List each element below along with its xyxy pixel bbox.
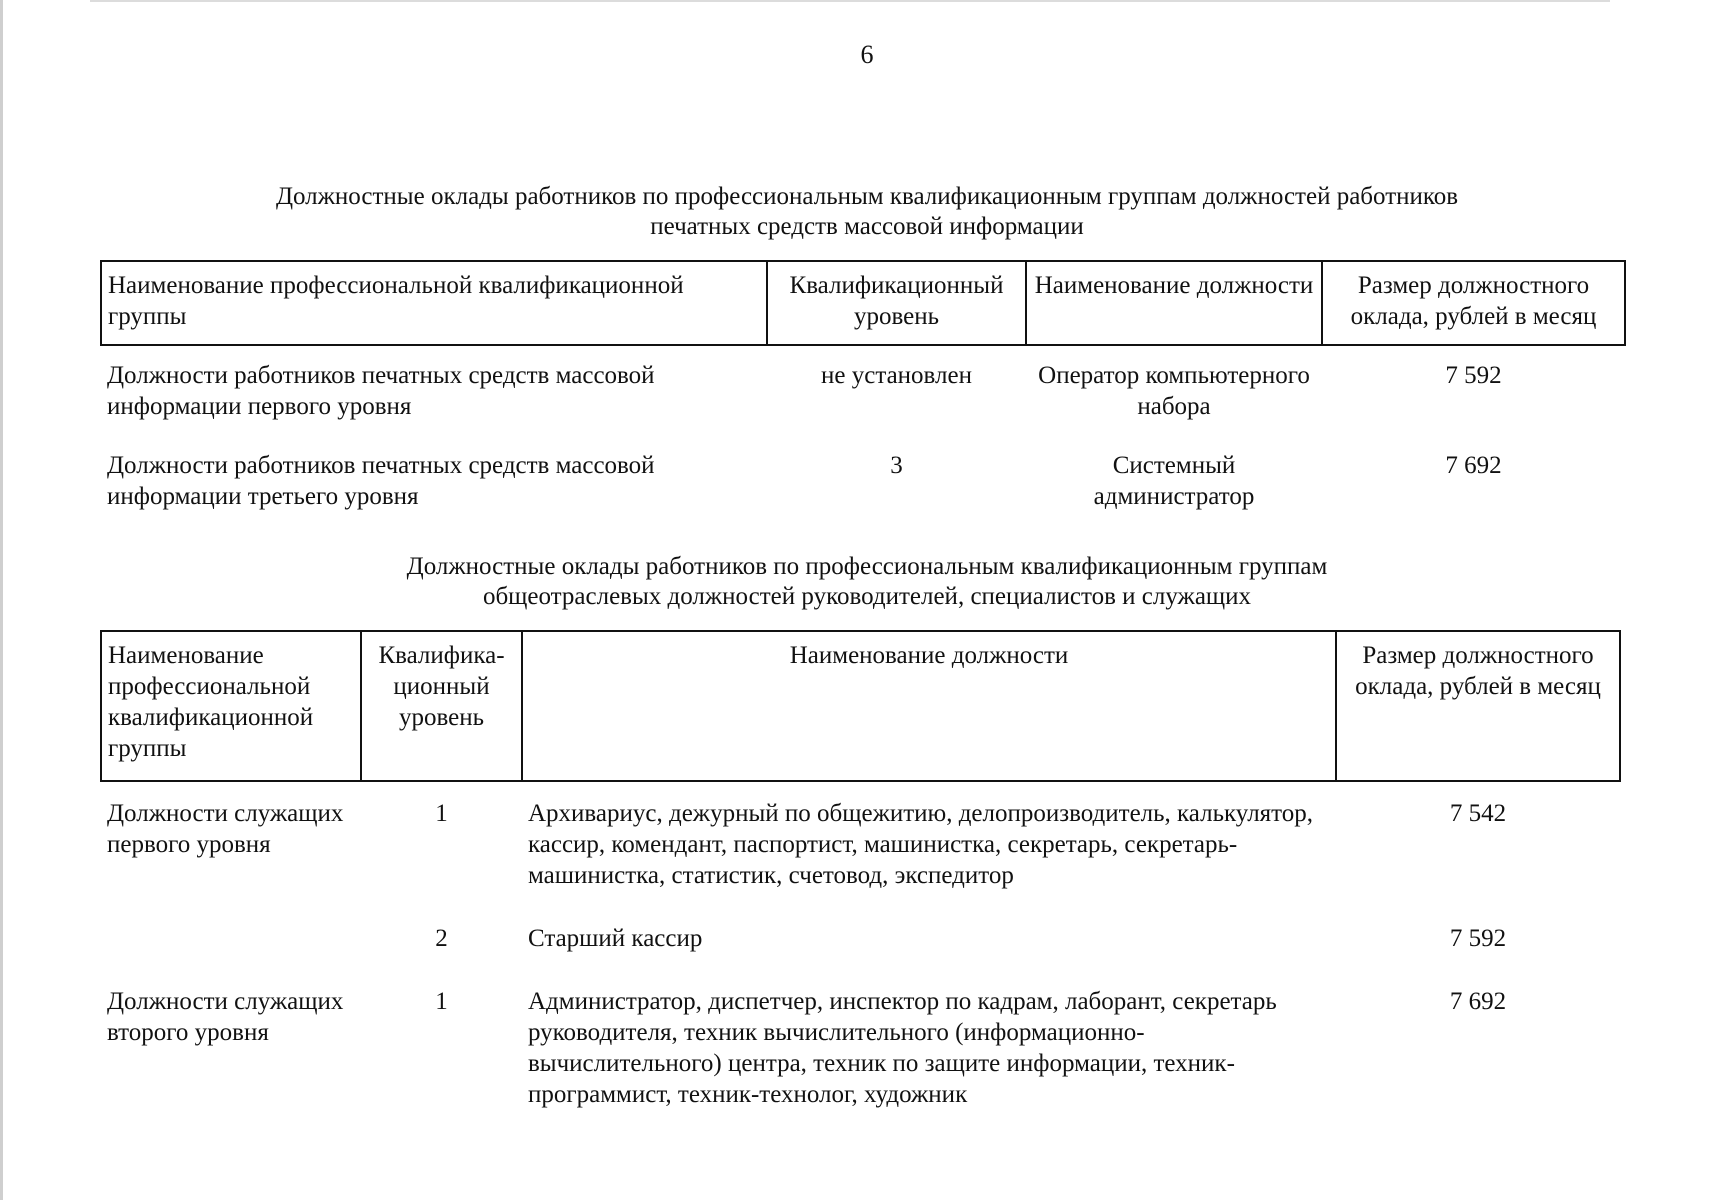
cell-position: Системный администратор [1093,452,1255,510]
table-header-row [101,631,1620,781]
header-salary: Размер должностного оклада, рублей в месяц [1336,631,1620,781]
cell-position: Администратор, диспетчер, инспектор по кадрам, лаборант, секретарь руководителя, техник вычислительного (информационно-вычислительного) центра, техник по защите информации, техник-программист, техник-технолог, художник [528,988,1277,1108]
cell-salary: 7 692 [1445,452,1502,479]
cell-level: 1 [435,988,448,1015]
section-title-line: общеотраслевых должностей руководителей, специалистов и служащих [482,583,1252,610]
page-number: 6 [860,40,874,69]
cell-position: Архивариус, дежурный по общежитию, делопроизводитель, калькулятор, кассир, комендант, паспортист, машинистка, секретарь, секретарь-машинистка, статистик, счетовод, экспедитор [528,800,1314,889]
header-position-name: Наименование должности [1026,261,1322,345]
salary-table-general-positions [100,630,1621,1126]
cell-group: Должности работников печатных средств массовой информации третьего уровня [107,452,655,510]
cell-group [101,907,361,970]
cell-salary: 7 592 [1449,925,1507,952]
cell-group: Должности служащих второго уровня [107,988,344,1046]
table-row [101,970,1620,1126]
header-salary: Размер должностного оклада, рублей в месяц [1322,261,1625,345]
table-row [101,345,1625,436]
salary-table-print-media [100,260,1626,526]
cell-position: Старший кассир [528,925,703,952]
cell-level: не установлен [821,362,972,389]
header-qualification-level: Квалифика-ционный уровень [361,631,522,781]
cell-salary: 7 692 [1449,988,1507,1015]
table-row [101,907,1620,970]
header-position-name: Наименование должности [522,631,1336,781]
cell-group: Должности работников печатных средств массовой информации первого уровня [107,362,655,420]
cell-salary: 7 542 [1449,800,1507,827]
cell-level: 1 [435,800,448,827]
table-row [101,436,1625,526]
cell-group: Должности служащих первого уровня [107,800,344,858]
section-title-line: Должностные оклады работников по профессиональным квалификационным группам должностей работников [275,183,1459,210]
header-group-name: Наименование профессиональной квалификационной группы [101,261,767,345]
section-title-line: Должностные оклады работников по профессиональным квалификационным группам [406,553,1328,580]
cell-position: Оператор компьютерного набора [1038,362,1310,420]
scan-top-line [90,0,1610,2]
cell-salary: 7 592 [1445,362,1502,389]
section-title-print-media [150,182,1584,242]
table-row [101,781,1620,907]
cell-level: 3 [890,452,903,479]
scan-edge [0,0,3,1200]
header-qualification-level: Квалификационный уровень [767,261,1026,345]
header-group-name: Наименование профессиональной квалификационной группы [101,631,361,781]
cell-level: 2 [435,925,448,952]
section-title-line: печатных средств массовой информации [650,213,1084,240]
table-header-row [101,261,1625,345]
section-title-general-positions [150,552,1584,612]
